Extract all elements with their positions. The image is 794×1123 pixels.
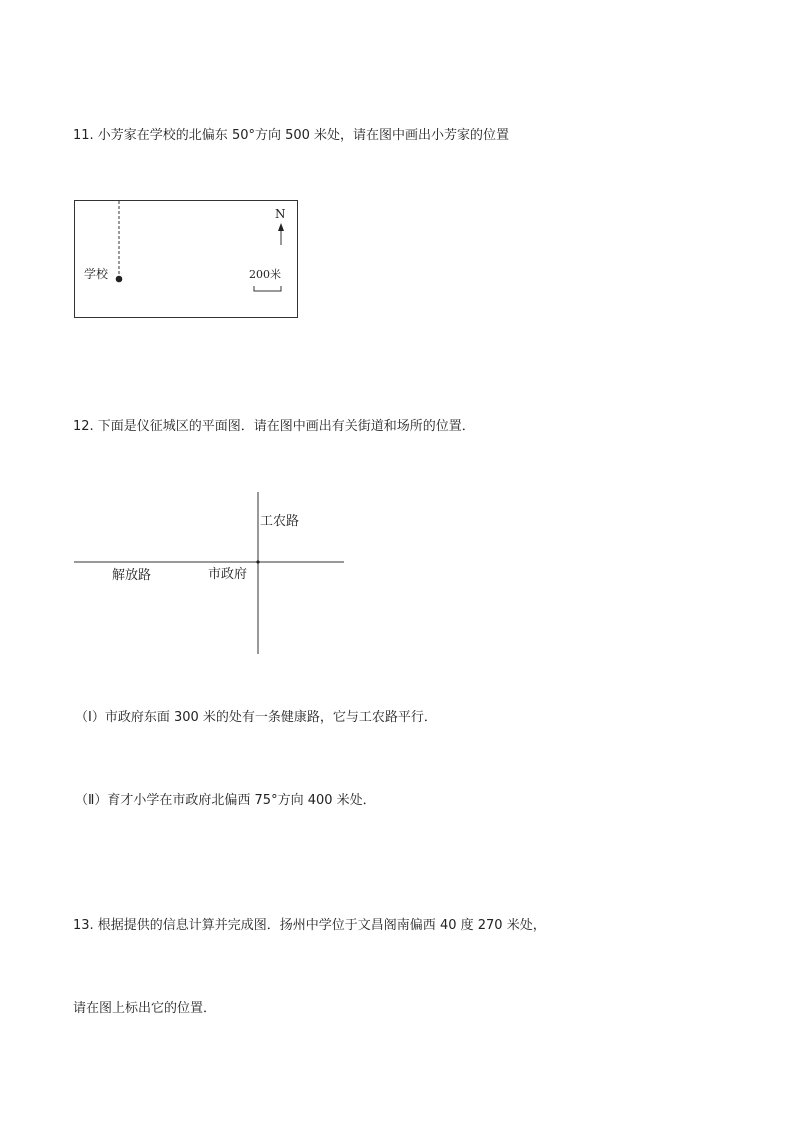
question-12-part-1: （Ⅰ）市政府东面 300 米的处有一条健康路，它与工农路平行． (75, 710, 437, 725)
q11-map-diagram (74, 200, 298, 318)
school-dot (116, 276, 123, 283)
question-12-text: 12. 下面是仪征城区的平面图．请在图中画出有关街道和场所的位置． (73, 419, 475, 434)
scale-label: 200米 (249, 268, 281, 281)
scale-bar (254, 286, 281, 291)
north-arrow-icon (278, 223, 284, 231)
gongnong-road-label: 工农路 (260, 514, 300, 529)
city-hall-label: 市政府 (208, 567, 248, 582)
question-13-text: 13. 根据提供的信息计算并完成图．扬州中学位于文昌阁南偏西 40 度 270 米处， (73, 918, 546, 933)
q11-map-svg (75, 201, 299, 319)
school-label: 学校 (84, 267, 109, 281)
question-11-text: 11. 小芳家在学校的北偏东 50°方向 500 米处，请在图中画出小芳家的位置 (73, 128, 510, 143)
jiefang-road-label: 解放路 (112, 568, 152, 583)
question-12-part-2: （Ⅱ）育才小学在市政府北偏西 75°方向 400 米处． (75, 793, 376, 808)
question-13-text-continued: 请在图上标出它的位置． (73, 1001, 217, 1016)
north-label: N (275, 207, 286, 221)
city-hall-dot (256, 560, 259, 563)
q12-city-map-diagram (73, 490, 345, 656)
